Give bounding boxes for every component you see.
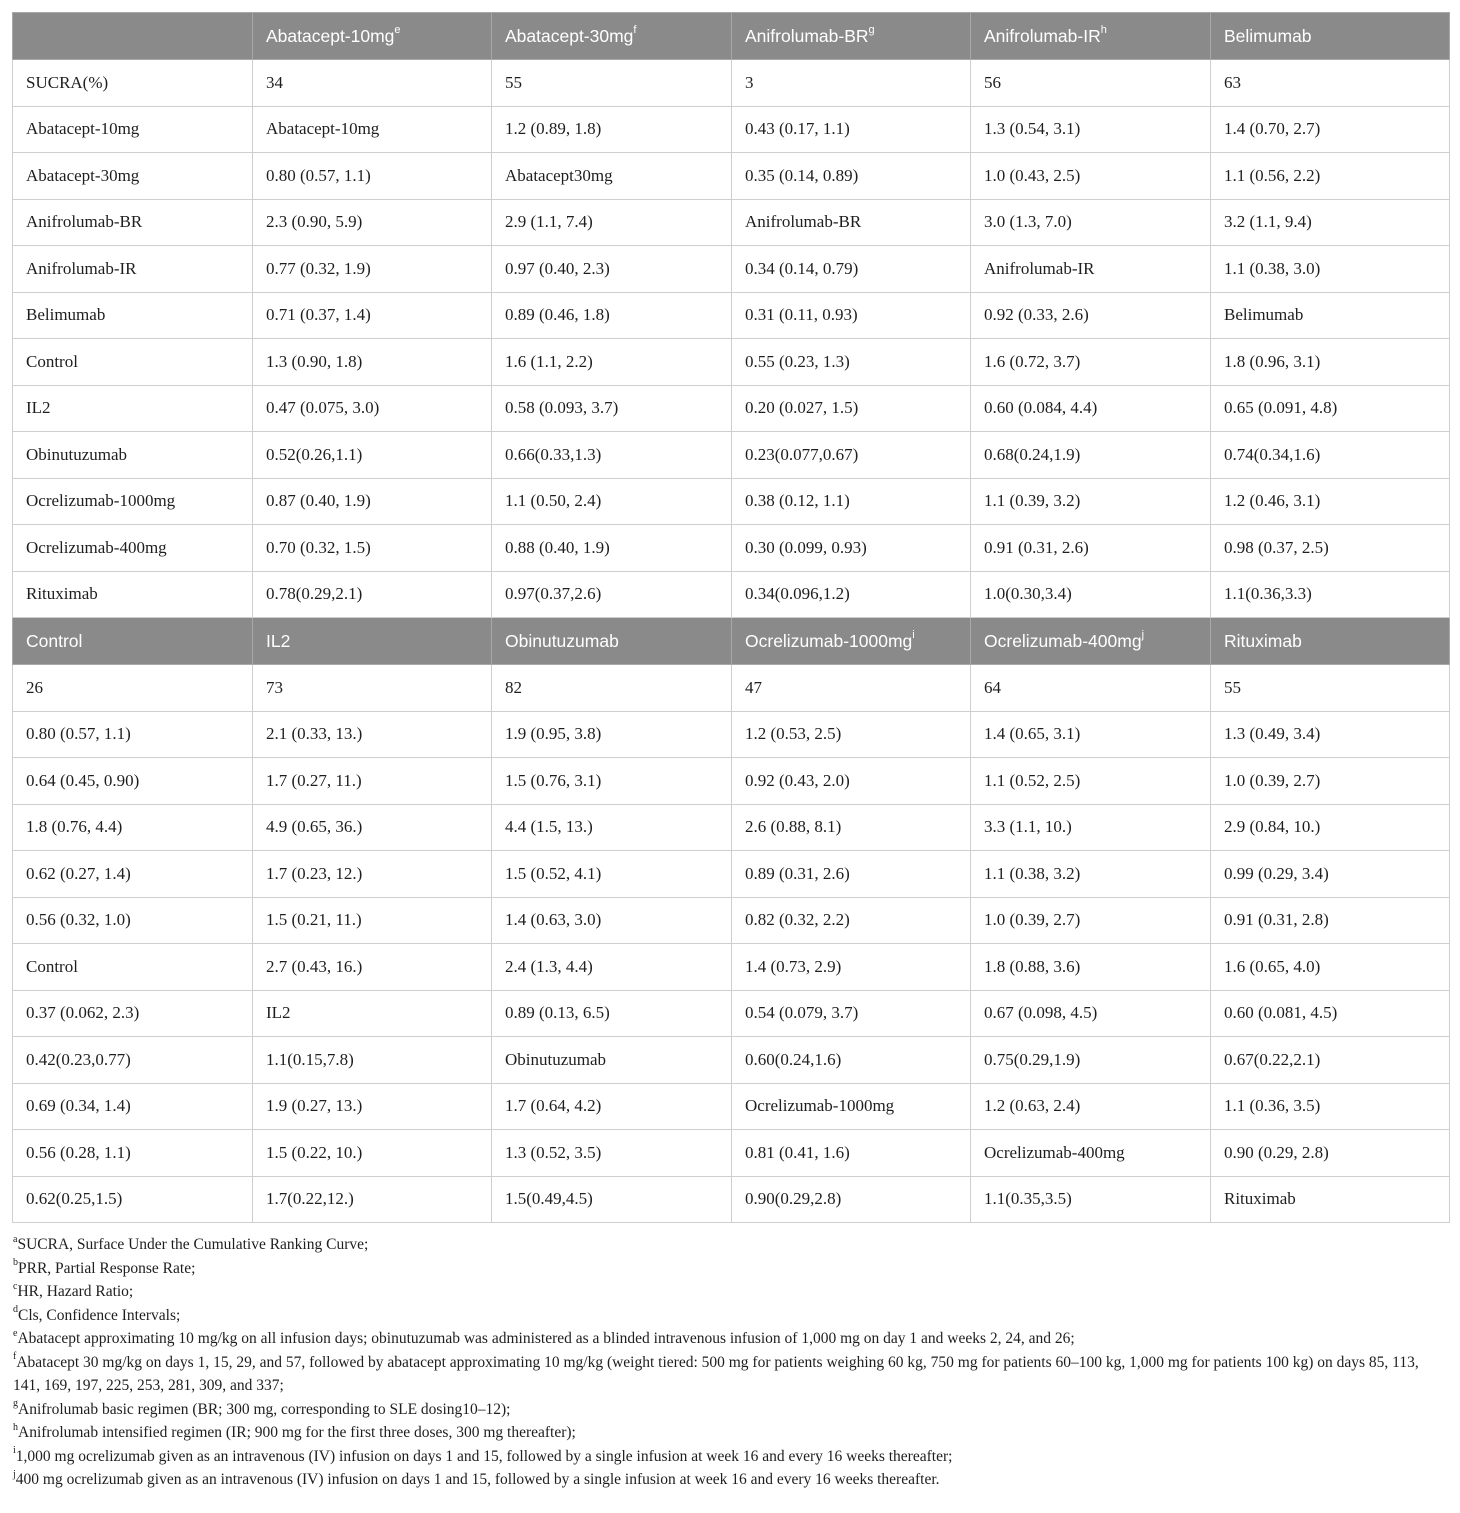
table-cell: 1.4 (0.65, 3.1) — [971, 711, 1211, 758]
footnote: $^f$Abatacept 30 mg/kg on days 1, 15, 29, and 57, followed by abatacept approximating 10 mg/kg (weight tiered: 500 mg for patients weighing 60 kg, 750 mg for patients 60–100 kg, 1,000 mg for patients 100 kg) on days 85, 113, 141, 169, 197, 225, 253, 281, 309, and 337; — [13, 1351, 1419, 1394]
table-cell: 1.2 (0.53, 2.5) — [732, 711, 971, 758]
column-header: Control — [13, 618, 253, 665]
table-cell: 1.7 (0.23, 12.) — [253, 851, 492, 898]
table-cell: 1.5(0.49,4.5) — [492, 1176, 732, 1223]
table-cell: 2.6 (0.88, 8.1) — [732, 804, 971, 851]
table-cell: 1.4 (0.63, 3.0) — [492, 897, 732, 944]
table-row — [13, 571, 1450, 618]
table-row — [13, 432, 1450, 479]
table-cell: Control — [13, 339, 253, 386]
table-cell: 1.5 (0.22, 10.) — [253, 1130, 492, 1177]
table-cell: 47 — [732, 665, 971, 712]
table-cell: 0.89 (0.46, 1.8) — [492, 292, 732, 339]
table-cell: 2.4 (1.3, 4.4) — [492, 944, 732, 991]
league-table-container — [12, 12, 1449, 1492]
table-cell: 1.5 (0.21, 11.) — [253, 897, 492, 944]
table-cell: Abatacept30mg — [492, 153, 732, 200]
table-cell: 0.75(0.29,1.9) — [971, 1037, 1211, 1084]
column-header: Obinutuzumab — [492, 618, 732, 665]
table-cell: 1.3 (0.54, 3.1) — [971, 106, 1211, 153]
table-cell: 1.8 (0.96, 3.1) — [1211, 339, 1450, 386]
table-cell: 0.67(0.22,2.1) — [1211, 1037, 1450, 1084]
table-cell: 0.80 (0.57, 1.1) — [13, 711, 253, 758]
table-cell: 1.3 (0.49, 3.4) — [1211, 711, 1450, 758]
footnote: $^a$SUCRA, Surface Under the Cumulative Ranking Curve; — [13, 1233, 369, 1253]
table-cell: 1.5 (0.52, 4.1) — [492, 851, 732, 898]
table-cell: 1.4 (0.70, 2.7) — [1211, 106, 1450, 153]
footnote: $^b$PRR, Partial Response Rate; — [13, 1257, 196, 1277]
table-cell: 2.9 (0.84, 10.) — [1211, 804, 1450, 851]
table-row — [13, 199, 1450, 246]
table-cell: 0.56 (0.32, 1.0) — [13, 897, 253, 944]
table-cell: 1.1 (0.39, 3.2) — [971, 478, 1211, 525]
table-cell: 0.58 (0.093, 3.7) — [492, 385, 732, 432]
table-cell: 0.55 (0.23, 1.3) — [732, 339, 971, 386]
footnote: $^c$HR, Hazard Ratio; — [13, 1280, 134, 1300]
table-cell: 1.0 (0.43, 2.5) — [971, 153, 1211, 200]
table-cell: 0.54 (0.079, 3.7) — [732, 990, 971, 1037]
table-cell: SUCRA(%) — [13, 60, 253, 107]
table-cell: 0.77 (0.32, 1.9) — [253, 246, 492, 293]
table-cell: Anifrolumab-IR — [971, 246, 1211, 293]
footnote-marker: j — [1141, 628, 1145, 641]
footnote-marker: e — [394, 23, 401, 36]
table-row — [13, 1130, 1450, 1177]
table-row — [13, 339, 1450, 386]
table-cell: 0.91 (0.31, 2.8) — [1211, 897, 1450, 944]
league-table-body — [13, 13, 1450, 1223]
column-header: Anifrolumab-$IR^h$ — [971, 13, 1211, 60]
table-cell: Rituximab — [1211, 1176, 1450, 1223]
table-row — [13, 897, 1450, 944]
table-cell: 1.6 (1.1, 2.2) — [492, 339, 732, 386]
column-header: IL2 — [253, 618, 492, 665]
table-cell: 26 — [13, 665, 253, 712]
footnote: $^e$Abatacept approximating 10 mg/kg on all infusion days; obinutuzumab was administered as a blinded intravenous infusion of 1,000 mg on day 1 and weeks 2, 24, and 26; — [13, 1327, 1075, 1347]
table-cell: Abatacept-30mg — [13, 153, 253, 200]
table-cell: 3.2 (1.1, 9.4) — [1211, 199, 1450, 246]
table-cell: 1.1(0.35,3.5) — [971, 1176, 1211, 1223]
footnote-marker: i — [912, 628, 915, 641]
table-cell: Ocrelizumab-400mg — [971, 1130, 1211, 1177]
table-cell: 0.98 (0.37, 2.5) — [1211, 525, 1450, 572]
table-cell: 0.35 (0.14, 0.89) — [732, 153, 971, 200]
table-row — [13, 1037, 1450, 1084]
table-row — [13, 804, 1450, 851]
table-cell: Anifrolumab-BR — [13, 199, 253, 246]
table-cell: 0.30 (0.099, 0.93) — [732, 525, 971, 572]
table-cell: 0.38 (0.12, 1.1) — [732, 478, 971, 525]
table-cell: 0.56 (0.28, 1.1) — [13, 1130, 253, 1177]
table-cell: 0.20 (0.027, 1.5) — [732, 385, 971, 432]
table-cell: 0.97(0.37,2.6) — [492, 571, 732, 618]
table-cell: 3 — [732, 60, 971, 107]
table-row — [13, 478, 1450, 525]
table-cell: Anifrolumab-BR — [732, 199, 971, 246]
table-cell: 0.88 (0.40, 1.9) — [492, 525, 732, 572]
table-cell: 0.89 (0.13, 6.5) — [492, 990, 732, 1037]
table-cell: 0.34(0.096,1.2) — [732, 571, 971, 618]
table-cell: 1.3 (0.90, 1.8) — [253, 339, 492, 386]
table-cell: 0.90(0.29,2.8) — [732, 1176, 971, 1223]
column-header — [13, 13, 253, 60]
table-cell: 1.0 (0.39, 2.7) — [1211, 758, 1450, 805]
table-cell: 0.60 (0.081, 4.5) — [1211, 990, 1450, 1037]
table-cell: 55 — [1211, 665, 1450, 712]
table-cell: Abatacept-10mg — [13, 106, 253, 153]
table-cell: 55 — [492, 60, 732, 107]
table-cell: 82 — [492, 665, 732, 712]
table-cell: 1.1 (0.38, 3.0) — [1211, 246, 1450, 293]
table-cell: 0.74(0.34,1.6) — [1211, 432, 1450, 479]
table-cell: 0.64 (0.45, 0.90) — [13, 758, 253, 805]
table-cell: 0.80 (0.57, 1.1) — [253, 153, 492, 200]
table-cell: 1.1 (0.50, 2.4) — [492, 478, 732, 525]
footnotes — [12, 1233, 1449, 1492]
footnote-marker: f — [633, 23, 637, 36]
table-cell: 0.78(0.29,2.1) — [253, 571, 492, 618]
column-header: Belimumab — [1211, 13, 1450, 60]
column-header: Anifrolumab-$BR^g$ — [732, 13, 971, 60]
table-cell: 0.89 (0.31, 2.6) — [732, 851, 971, 898]
table-row — [13, 758, 1450, 805]
table-cell: 1.1 (0.56, 2.2) — [1211, 153, 1450, 200]
table-cell: 0.62(0.25,1.5) — [13, 1176, 253, 1223]
column-header: Ocrelizumab-$1000mg^i$ — [732, 618, 971, 665]
table-cell: 0.70 (0.32, 1.5) — [253, 525, 492, 572]
table-cell: 1.6 (0.72, 3.7) — [971, 339, 1211, 386]
table-cell: Control — [13, 944, 253, 991]
table-cell: 1.1 (0.36, 3.5) — [1211, 1083, 1450, 1130]
table-cell: 0.87 (0.40, 1.9) — [253, 478, 492, 525]
table-cell: 0.66(0.33,1.3) — [492, 432, 732, 479]
table-row — [13, 106, 1450, 153]
table-cell: Ocrelizumab-1000mg — [732, 1083, 971, 1130]
table-cell: 0.92 (0.43, 2.0) — [732, 758, 971, 805]
table-cell: 1.2 (0.63, 2.4) — [971, 1083, 1211, 1130]
table-cell: 4.9 (0.65, 36.) — [253, 804, 492, 851]
footnote: $^j$400 mg ocrelizumab given as an intravenous (IV) infusion on days 1 and 15, followed by a single infusion at week 16 and every 16 weeks thereafter. — [13, 1468, 940, 1488]
table-row — [13, 525, 1450, 572]
table-cell: 1.9 (0.27, 13.) — [253, 1083, 492, 1130]
table-cell: 0.47 (0.075, 3.0) — [253, 385, 492, 432]
column-header: Ocrelizumab-$400mg^j$ — [971, 618, 1211, 665]
table-row — [13, 246, 1450, 293]
table-cell: 1.0 (0.39, 2.7) — [971, 897, 1211, 944]
footnote-marker: g — [868, 23, 875, 36]
table-cell: 2.9 (1.1, 7.4) — [492, 199, 732, 246]
table-cell: 1.5 (0.76, 3.1) — [492, 758, 732, 805]
table-row — [13, 292, 1450, 339]
table-cell: 0.42(0.23,0.77) — [13, 1037, 253, 1084]
table-cell: 0.91 (0.31, 2.6) — [971, 525, 1211, 572]
table-cell: 0.92 (0.33, 2.6) — [971, 292, 1211, 339]
table-cell: Ocrelizumab-1000mg — [13, 478, 253, 525]
table-cell: 0.43 (0.17, 1.1) — [732, 106, 971, 153]
table-cell: 4.4 (1.5, 13.) — [492, 804, 732, 851]
table-cell: 1.0(0.30,3.4) — [971, 571, 1211, 618]
table-row — [13, 60, 1450, 107]
table-cell: Abatacept-10mg — [253, 106, 492, 153]
column-header: Abatacept-$30mg^f$ — [492, 13, 732, 60]
table-cell: 0.62 (0.27, 1.4) — [13, 851, 253, 898]
table-row — [13, 990, 1450, 1037]
table-cell: Obinutuzumab — [492, 1037, 732, 1084]
table-cell: 0.52(0.26,1.1) — [253, 432, 492, 479]
column-header: Rituximab — [1211, 618, 1450, 665]
table-cell: 1.6 (0.65, 4.0) — [1211, 944, 1450, 991]
table-cell: 0.69 (0.34, 1.4) — [13, 1083, 253, 1130]
table-cell: 1.2 (0.89, 1.8) — [492, 106, 732, 153]
table-cell: 0.90 (0.29, 2.8) — [1211, 1130, 1450, 1177]
table-cell: 0.67 (0.098, 4.5) — [971, 990, 1211, 1037]
table-row — [13, 385, 1450, 432]
table-cell: IL2 — [253, 990, 492, 1037]
footnote: $^g$Anifrolumab basic regimen (BR; 300 mg, corresponding to SLE dosing10–12); — [13, 1398, 511, 1418]
table-cell: 1.7 (0.27, 11.) — [253, 758, 492, 805]
table-cell: 56 — [971, 60, 1211, 107]
table-cell: 0.97 (0.40, 2.3) — [492, 246, 732, 293]
table-cell: 0.23(0.077,0.67) — [732, 432, 971, 479]
table-cell: Obinutuzumab — [13, 432, 253, 479]
table-cell: Ocrelizumab-400mg — [13, 525, 253, 572]
table-cell: 0.99 (0.29, 3.4) — [1211, 851, 1450, 898]
table-cell: 2.3 (0.90, 5.9) — [253, 199, 492, 246]
table-cell: Anifrolumab-IR — [13, 246, 253, 293]
table-cell: 0.60(0.24,1.6) — [732, 1037, 971, 1084]
table-cell: 1.8 (0.88, 3.6) — [971, 944, 1211, 991]
table-cell: 0.81 (0.41, 1.6) — [732, 1130, 971, 1177]
table-cell: 1.7 (0.64, 4.2) — [492, 1083, 732, 1130]
table-row — [13, 711, 1450, 758]
table-cell: IL2 — [13, 385, 253, 432]
table-cell: Belimumab — [13, 292, 253, 339]
table-cell: 1.3 (0.52, 3.5) — [492, 1130, 732, 1177]
table-row — [13, 153, 1450, 200]
table-cell: 3.3 (1.1, 10.) — [971, 804, 1211, 851]
table-cell: Rituximab — [13, 571, 253, 618]
table-cell: 1.2 (0.46, 3.1) — [1211, 478, 1450, 525]
league-table — [12, 12, 1450, 1223]
table-cell: 1.1(0.36,3.3) — [1211, 571, 1450, 618]
table-row — [13, 665, 1450, 712]
table-cell: 0.65 (0.091, 4.8) — [1211, 385, 1450, 432]
table-cell: 3.0 (1.3, 7.0) — [971, 199, 1211, 246]
table-cell: 1.9 (0.95, 3.8) — [492, 711, 732, 758]
table-cell: 63 — [1211, 60, 1450, 107]
table-cell: Belimumab — [1211, 292, 1450, 339]
table-cell: 1.1(0.15,7.8) — [253, 1037, 492, 1084]
table-cell: 0.60 (0.084, 4.4) — [971, 385, 1211, 432]
table-cell: 1.4 (0.73, 2.9) — [732, 944, 971, 991]
table-cell: 0.82 (0.32, 2.2) — [732, 897, 971, 944]
table-row — [13, 1176, 1450, 1223]
footnote: $^h$Anifrolumab intensified regimen (IR; 900 mg for the first three doses, 300 mg thereafter); — [13, 1421, 576, 1441]
footnote: $^d$Cls, Confidence Intervals; — [13, 1304, 181, 1324]
table-cell: 64 — [971, 665, 1211, 712]
table-cell: 2.7 (0.43, 16.) — [253, 944, 492, 991]
table-row — [13, 851, 1450, 898]
table-cell: 1.8 (0.76, 4.4) — [13, 804, 253, 851]
header-row-top — [13, 13, 1450, 60]
table-row — [13, 944, 1450, 991]
table-cell: 1.1 (0.38, 3.2) — [971, 851, 1211, 898]
table-cell: 1.7(0.22,12.) — [253, 1176, 492, 1223]
header-row-bottom — [13, 618, 1450, 665]
column-header: Abatacept-$10mg^e$ — [253, 13, 492, 60]
table-cell: 73 — [253, 665, 492, 712]
table-cell: 0.71 (0.37, 1.4) — [253, 292, 492, 339]
footnote-marker: h — [1100, 23, 1107, 36]
table-cell: 2.1 (0.33, 13.) — [253, 711, 492, 758]
table-row — [13, 1083, 1450, 1130]
table-cell: 0.31 (0.11, 0.93) — [732, 292, 971, 339]
table-cell: 34 — [253, 60, 492, 107]
footnote: $^i$1,000 mg ocrelizumab given as an intravenous (IV) infusion on days 1 and 15, followed by a single infusion at week 16 and every 16 weeks thereafter; — [13, 1445, 953, 1465]
table-cell: 0.68(0.24,1.9) — [971, 432, 1211, 479]
table-cell: 0.34 (0.14, 0.79) — [732, 246, 971, 293]
table-cell: 0.37 (0.062, 2.3) — [13, 990, 253, 1037]
table-cell: 1.1 (0.52, 2.5) — [971, 758, 1211, 805]
